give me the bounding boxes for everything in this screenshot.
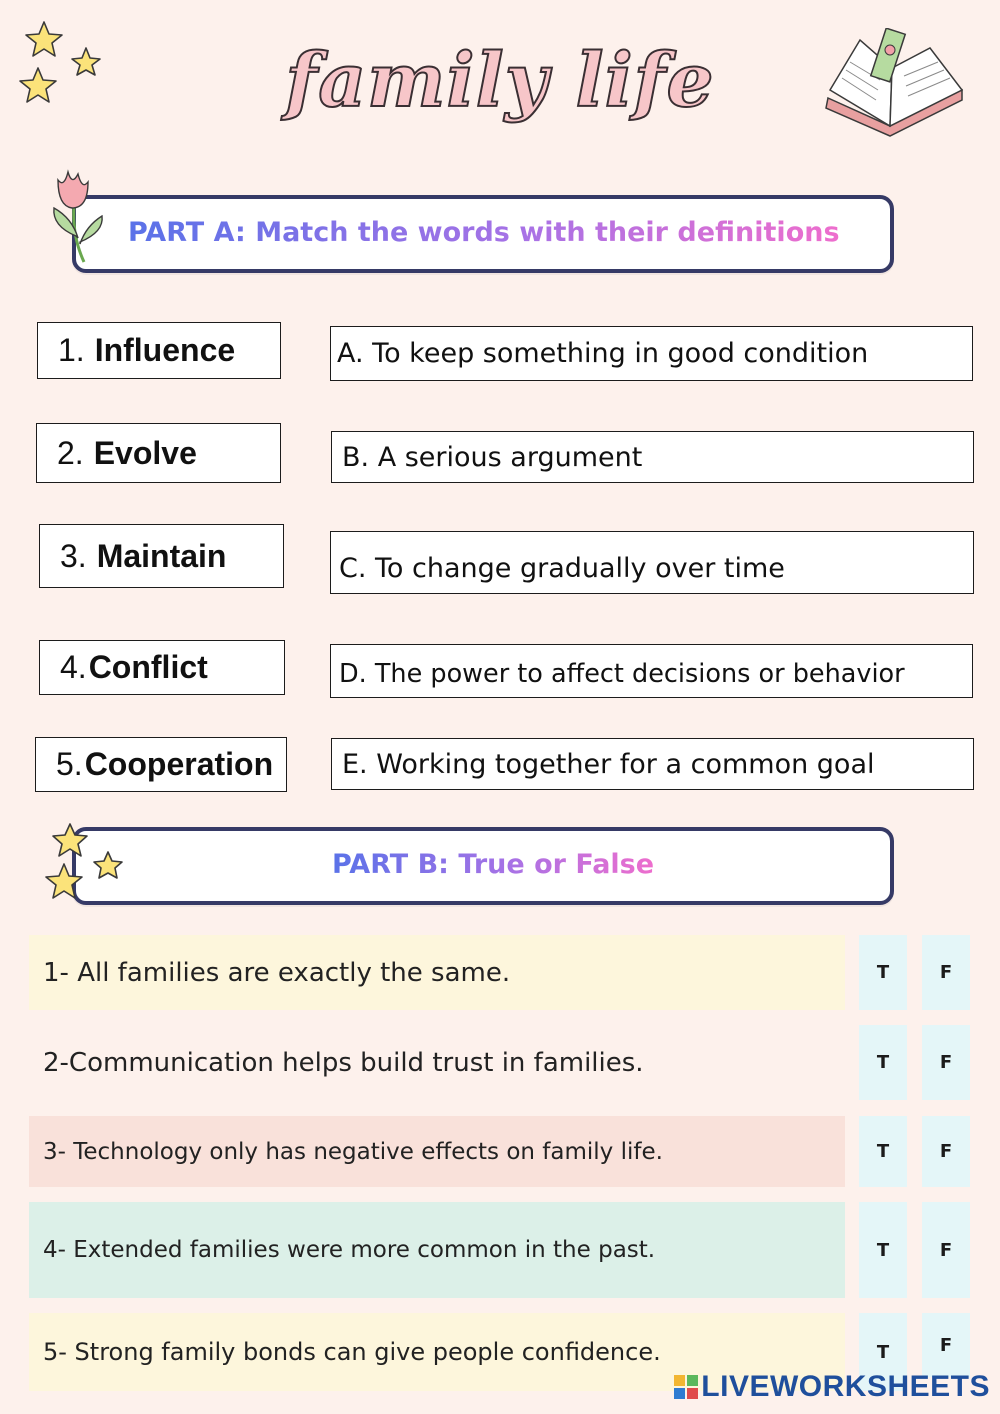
liveworksheets-watermark xyxy=(673,1370,990,1404)
word-box-cooperation[interactable] xyxy=(35,737,287,792)
word-number: 2. xyxy=(57,434,84,471)
definition-box-d[interactable]: D. The power to affect decisions or behavior xyxy=(330,644,973,698)
watermark-text: LIVEWORKSHEETS xyxy=(701,1370,990,1403)
word-box-conflict[interactable] xyxy=(39,640,285,695)
statement-row-2 xyxy=(29,1025,845,1100)
word-box-maintain[interactable] xyxy=(39,524,284,588)
true-button-2[interactable]: T xyxy=(859,1025,907,1100)
statement-text: 1- All families are exactly the same. xyxy=(43,957,511,988)
definition-box-e[interactable]: E. Working together for a common goal xyxy=(331,738,974,790)
false-button-5[interactable]: F xyxy=(922,1313,970,1377)
definition-box-a[interactable]: A. To keep something in good condition xyxy=(330,326,973,381)
false-button-3[interactable]: F xyxy=(922,1116,970,1187)
statement-text: 5- Strong family bonds can give people confidence. xyxy=(43,1338,661,1366)
statement-row-3 xyxy=(29,1116,845,1187)
statement-row-1 xyxy=(29,935,845,1010)
statement-row-4 xyxy=(29,1202,845,1298)
tulip-icon xyxy=(44,166,110,266)
liveworksheets-logo-icon xyxy=(673,1374,699,1400)
part-b-title: PART B: True or False xyxy=(332,849,655,880)
part-b-header xyxy=(72,827,894,905)
true-button-3[interactable]: T xyxy=(859,1116,907,1187)
word-label: Maintain xyxy=(96,537,227,574)
statement-text: 4- Extended families were more common in the past. xyxy=(43,1237,656,1263)
definition-box-b[interactable]: B. A serious argument xyxy=(331,431,974,483)
part-a-title: PART A: Match the words with their definitions xyxy=(128,217,840,248)
false-button-1[interactable]: F xyxy=(922,935,970,1010)
word-number: 1. xyxy=(58,332,85,368)
true-button-1[interactable]: T xyxy=(859,935,907,1010)
statement-text: 2-Communication helps build trust in families. xyxy=(43,1047,644,1078)
word-number: 5. xyxy=(56,746,83,782)
word-number: 3. xyxy=(60,537,87,574)
word-label: Conflict xyxy=(88,649,208,685)
stars-icon xyxy=(40,820,130,906)
word-box-evolve[interactable] xyxy=(36,423,281,483)
false-button-2[interactable]: F xyxy=(922,1025,970,1100)
statement-text: 3- Technology only has negative effects on family life. xyxy=(43,1138,663,1165)
word-box-influence[interactable] xyxy=(37,322,281,379)
word-label: Cooperation xyxy=(84,746,274,782)
false-button-4[interactable]: F xyxy=(922,1202,970,1298)
part-a-header xyxy=(72,195,894,273)
page-title: family life xyxy=(285,38,715,124)
word-label: Evolve xyxy=(93,434,197,471)
definition-box-c[interactable]: C. To change gradually over time xyxy=(330,531,974,594)
true-button-4[interactable]: T xyxy=(859,1202,907,1298)
word-label: Influence xyxy=(94,332,236,368)
open-book-icon xyxy=(820,28,970,138)
word-number: 4. xyxy=(60,649,87,685)
true-button-5[interactable]: T xyxy=(859,1313,907,1391)
